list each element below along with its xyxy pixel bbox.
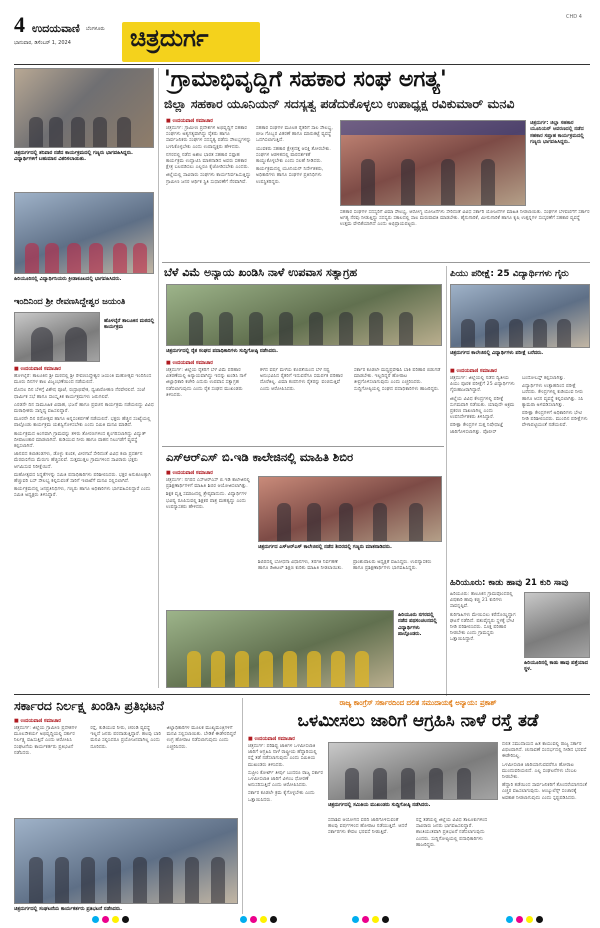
camp-body-2: ಶಿಬಿರದಲ್ಲಿ ಬೋಧನಾ ವಿಧಾನಗಳು, ತರಗತಿ ನಿರ್ವಹಣೆ ಹಾಗೂ ಡಿಜಿಟಲ್ ಶಿಕ್ಷಣ ಕುರಿತು ಮಾಹಿತಿ ನೀಡಲಾಯಿತು. ಪ್ರಾಂಶುಪಾಲರು ಅಧ್ಯಕ್ಷತೆ ವಹಿಸಿದ್ದರು. ಉಪನ್ಯಾಸಕರು ಹಾಗೂ ಪ್ರಶಿಕ್ಷಣಾರ್ಥಿಗಳು ಭಾಗವಹಿಸಿದ್ದರು.: [258, 560, 432, 572]
bottom-left-photo: [14, 818, 238, 904]
exam-photo: [450, 284, 590, 348]
lead-bottom-rule: [162, 262, 590, 263]
exam-tag: ■ ಉದಯವಾಣಿ ಸಮಾಚಾರ: [450, 368, 497, 374]
strike-photo: [166, 284, 442, 346]
page-number: 4: [14, 12, 25, 37]
lead-body-col3: ಸಹಕಾರ ಸಂಘಗಳ ಸದಸ್ಯರಿಗೆ ವಿಮಾ ಸೌಲಭ್ಯ, ಆರೋಗ್ಯ ಯೋಜನೆಗಳು ಸೇರಿದಂತೆ ವಿವಿಧ ಸರ್ಕಾರಿ ಯೋಜನೆಗಳ ಮಾಹಿತಿ ನೀಡಲಾಯಿತು. ಸಂಘಗಳ ಬೆಳವಣಿಗೆಗೆ ಸರ್ಕಾರ ಅಗತ್ಯ ನೆರವು ನೀಡುತ್ತಿದ್ದು ಸದಸ್ಯರು ಸಕಾಲದಲ್ಲಿ ಸಾಲ ಮರುಪಾವತಿ ಮಾಡಬೇಕು. ಹೈನುಗಾರಿಕೆ, ಮೀನುಗಾರಿಕೆ ಹಾಗೂ ಕೃಷಿ ಉತ್ಪನ್ನಗಳ ಸಂಸ್ಕರಣೆಗೆ ಸಹಕಾರ ವ್ಯವಸ್ಥೆ ಉತ್ತಮ ವೇದಿಕೆಯಾಗಿದೆ ಎಂದು ಅಭಿಪ್ರಾಯಪಟ್ಟರು.: [340, 210, 590, 228]
strike-headline: ಬೆಳೆ ವಿಮೆ ಅನ್ಯಾಯ ಖಂಡಿಸಿ ನಾಳೆ ಉಪವಾಸ ಸತ್ಯಾಗ್ರಹ: [164, 266, 358, 279]
left-photo-2: [14, 192, 154, 274]
lead-tag: ■ ಉದಯವಾಣಿ ಸಮಾಚಾರ: [166, 118, 213, 124]
strike-caption: ಚಿತ್ರದುರ್ಗದಲ್ಲಿ ರೈತ ಸಂಘದ ಪದಾಧಿಕಾರಿಗಳು ಸುದ್ದಿಗೋಷ್ಠಿ ನಡೆಸಿದರು.: [166, 348, 279, 354]
bottom-left-body: ಚಿತ್ರದುರ್ಗ: ಜಿಲ್ಲೆಯ ಗ್ರಾಮೀಣ ಪ್ರದೇಶಗಳ ಮೂಲಸೌಕರ್ಯ ಅಭಿವೃದ್ಧಿಯಲ್ಲಿ ಸರ್ಕಾರ ನಿರ್ಲಕ್ಷ್ಯ ವಹಿಸುತ್ತಿದೆ ಎಂದು ಆರೋಪಿಸಿ ಸಂಘಟನೆಯ ಕಾರ್ಯಕರ್ತರು ಪ್ರತಿಭಟನೆ ನಡೆಸಿದರು. ರಸ್ತೆ, ಕುಡಿಯುವ ನೀರು, ಚರಂಡಿ ವ್ಯವಸ್ಥೆ ಇಲ್ಲದೆ ಜನರು ಪರದಾಡುತ್ತಿದ್ದಾರೆ. ಹಲವು ಬಾರಿ ಮನವಿ ಸಲ್ಲಿಸಿದರೂ ಪ್ರಯೋಜನವಾಗಿಲ್ಲ ಎಂದು ದೂರಿದರು. ಜಿಲ್ಲಾಧಿಕಾರಿಗಳ ಮೂಲಕ ಮುಖ್ಯಮಂತ್ರಿಗಳಿಗೆ ಮನವಿ ಸಲ್ಲಿಸಲಾಯಿತು. ಬೇಡಿಕೆ ಈಡೇರದಿದ್ದರೆ ಉಗ್ರ ಹೋರಾಟ ನಡೆಸಲಾಗುವುದು ಎಂದು ಎಚ್ಚರಿಸಿದರು.: [14, 726, 236, 756]
bottom-rule: [14, 694, 590, 695]
snake-caption: ಹಿರಿಯೂರಿನಲ್ಲಿ ಕಾಡು ಹಾವು ಪತ್ತೆಯಾದ ಸ್ಥಳ.: [524, 660, 588, 673]
snake-photo: [524, 592, 590, 658]
tribute-tag: ■ ಉದಯವಾಣಿ ಸಮಾಚಾರ: [14, 366, 61, 372]
masthead-rule: [14, 64, 590, 65]
date-line: ಭಾನುವಾರ, ಡಿಸೆಂಬರ್ 1, 2024: [14, 40, 71, 46]
exam-caption: ಚಿತ್ರದುರ್ಗದ ಕಾಲೇಜಿನಲ್ಲಿ ವಿದ್ಯಾರ್ಥಿಗಳು ಪರೀಕ್ಷೆ ಬರೆದರು.: [450, 350, 544, 356]
left-photo-1-caption: ಚಿತ್ರದುರ್ಗದಲ್ಲಿ ಶನಿವಾರ ನಡೆದ ಕಾರ್ಯಕ್ರಮದಲ್ಲಿ ಗಣ್ಯರು ಭಾಗವಹಿಸಿದ್ದರು. ವಿದ್ಯಾರ್ಥಿಗಳಿಗೆ ಬಹುಮಾನ ವಿತರಿಸಲಾಯಿತು.: [14, 150, 133, 163]
lead-body-col2: ಸಹಕಾರ ಸಂಘಗಳ ಮೂಲಕ ರೈತರಿಗೆ ಸಾಲ ಸೌಲಭ್ಯ, ಬೀಜ ಗೊಬ್ಬರ ವಿತರಣೆ ಹಾಗೂ ಮಾರುಕಟ್ಟೆ ವ್ಯವಸ್ಥೆ ಒದಗಿಸಲಾಗುತ್ತಿದೆ. ಯುವಕರು ಸಹಕಾರ ಕ್ಷೇತ್ರದತ್ತ ಆಸಕ್ತಿ ತೋರಬೇಕು. ಸಂಘಗಳ ಆಡಳಿತದಲ್ಲಿ ಪಾರದರ್ಶಕತೆ ಕಾಯ್ದುಕೊಳ್ಳಬೇಕು ಎಂದು ಸಲಹೆ ನೀಡಿದರು. ಕಾರ್ಯಕ್ರಮದಲ್ಲಿ ಯೂನಿಯನ್ ನಿರ್ದೇಶಕರು, ಅಧಿಕಾರಿಗಳು ಹಾಗೂ ಸಂಘಗಳ ಪ್ರತಿನಿಧಿಗಳು ಉಪಸ್ಥಿತರಿದ್ದರು.: [256, 126, 333, 185]
camp-tag: ■ ಉದಯವಾಣಿ ಸಮಾಚಾರ: [166, 470, 213, 476]
bottom-right-body-2: ಸದಾಶಿವ ಆಯೋಗದ ವರದಿ ಜಾರಿಗೊಳಿಸುವಂತೆ ಹಲವು ವರ್ಷಗಳಿಂದ ಹೋರಾಟ ನಡೆಯುತ್ತಿದೆ. ಆದರೆ ಸರ್ಕಾರಗಳು ಕೇವಲ ಭರವಸೆ ನೀಡುತ್ತಿವೆ. ರಸ್ತೆ ತಡೆಯಲ್ಲಿ ಜಿಲ್ಲೆಯ ವಿವಿಧ ತಾಲೂಕುಗಳಿಂದ ಸಾವಿರಾರು ಜನರು ಭಾಗವಹಿಸಲಿದ್ದಾರೆ. ಶಾಂತಿಯುತವಾಗಿ ಪ್ರತಿಭಟನೆ ನಡೆಸಲಾಗುವುದು ಎಂದರು. ಸುದ್ದಿಗೋಷ್ಠಿಯಲ್ಲಿ ಪದಾಧಿಕಾರಿಗಳು ಹಾಜರಿದ್ದರು.: [328, 818, 488, 848]
left-photo-2-caption: ಹಿರಿಯೂರಿನಲ್ಲಿ ವಿದ್ಯಾರ್ಥಿನಿಯರು ಕ್ರೀಡಾಕೂಟದಲ್ಲಿ ಭಾಗವಹಿಸಿದರು.: [14, 276, 122, 282]
registration-marks: [0, 916, 600, 926]
tribute-caption: ಹೊಳಲ್ಕೆರೆ ತಾಲೂಕಿನ ಮಠದಲ್ಲಿ ಕಾರ್ಯಕ್ರಮ: [104, 318, 155, 331]
camp-caption: ಚಿತ್ರದುರ್ಗದ ಎಸ್‌ಆರ್‌ಎಸ್ ಕಾಲೇಜಿನಲ್ಲಿ ನಡೆದ ಶಿಬಿರದಲ್ಲಿ ಗಣ್ಯರು ಮಾತನಾಡಿದರು.: [258, 544, 392, 550]
camp-body: ಚಿತ್ರದುರ್ಗ: ನಗರದ ಎಸ್‌ಆರ್‌ಎಸ್ ಬಿ.ಇಡಿ ಕಾಲೇಜಿನಲ್ಲಿ ಪ್ರಶಿಕ್ಷಣಾರ್ಥಿಗಳಿಗೆ ಮಾಹಿತಿ ಶಿಬಿರ ಆಯೋಜಿಸಲಾಗಿತ್ತು. ಶಿಕ್ಷಕ ವೃತ್ತಿ ಸಮಾಜದಲ್ಲಿ ಶ್ರೇಷ್ಠವಾದುದು. ವಿದ್ಯಾರ್ಥಿಗಳ ಭವಿಷ್ಯ ರೂಪಿಸುವಲ್ಲಿ ಶಿಕ್ಷಕರ ಪಾತ್ರ ಮಹತ್ವದ್ದು ಎಂದು ಉಪನ್ಯಾಸಕರು ಹೇಳಿದರು.: [166, 478, 251, 510]
parade-photo: [166, 610, 394, 688]
page-code: CHD 4: [566, 14, 582, 20]
left-photo-1: [14, 68, 154, 148]
lead-photo: [340, 120, 526, 206]
bottom-column-rule: [242, 698, 243, 914]
snake-body: ಹಿರಿಯೂರು: ತಾಲೂಕಿನ ಗ್ರಾಮವೊಂದರಲ್ಲಿ ವಿಷಕಾರಿ ಹಾವು ಕಚ್ಚಿ 21 ಕುರಿಗಳು ಸಾವನ್ನಪ್ಪಿವೆ. ಕುರಿಗಾಹಿಗಳು ಮೇಯಿಸಲು ಕರೆದೊಯ್ದಿದ್ದಾಗ ಘಟನೆ ನಡೆದಿದೆ. ಪಶುವೈದ್ಯರು ಸ್ಥಳಕ್ಕೆ ಭೇಟಿ ನೀಡಿ ಪರಿಶೀಲಿಸಿದರು. ಸೂಕ್ತ ಪರಿಹಾರ ನೀಡಬೇಕು ಎಂದು ಗ್ರಾಮಸ್ಥರು ಒತ್ತಾಯಿಸಿದ್ದಾರೆ.: [450, 592, 516, 643]
bottom-right-body-3: ದಲಿತ ಸಮುದಾಯದ ಹಿತ ಕಾಯುವಲ್ಲಿ ರಾಜ್ಯ ಸರ್ಕಾರ ವಿಫಲವಾಗಿದೆ. ಚುನಾವಣೆ ಸಂದರ್ಭದಲ್ಲಿ ನೀಡಿದ ಭರವಸೆ ಈಡೇರಿಸಿಲ್ಲ. ಒಳಮೀಸಲಾತಿ ಜಾರಿಯಾಗುವವರೆಗೂ ಹೋರಾಟ ಮುಂದುವರಿಯಲಿದೆ. ಎಲ್ಲ ಸಂಘಟನೆಗಳು ಬೆಂಬಲ ನೀಡಬೇಕು. ಹೆದ್ದಾರಿ ತಡೆಯಿಂದ ಸಾರ್ವಜನಿಕರಿಗೆ ತೊಂದರೆಯಾಗದಂತೆ ಎಚ್ಚರ ವಹಿಸಲಾಗುವುದು. ಆಂಬ್ಯುಲೆನ್ಸ್ ಸಂಚಾರಕ್ಕೆ ಅವಕಾಶ ನೀಡಲಾಗುವುದು ಎಂದು ಸ್ಪಷ್ಟಪಡಿಸಿದರು.: [502, 742, 588, 801]
exam-body: ಚಿತ್ರದುರ್ಗ: ಜಿಲ್ಲೆಯಲ್ಲಿ ನಡೆದ ದ್ವಿತೀಯ ಪಿಯು ಪೂರಕ ಪರೀಕ್ಷೆಗೆ 25 ವಿದ್ಯಾರ್ಥಿಗಳು ಗೈರುಹಾಜರಾಗಿದ್ದಾರೆ. ಜಿಲ್ಲೆಯ ವಿವಿಧ ಕೇಂದ್ರಗಳಲ್ಲಿ ಪರೀಕ್ಷೆ ಸುಗಮವಾಗಿ ನಡೆಯಿತು. ಯಾವುದೇ ಅಕ್ರಮ ಪ್ರಕರಣ ದಾಖಲಾಗಿಲ್ಲ ಎಂದು ಉಪನಿರ್ದೇಶಕರು ತಿಳಿಸಿದ್ದಾರೆ. ಪರೀಕ್ಷಾ ಕೇಂದ್ರಗಳ ಸುತ್ತ ನಿಷೇಧಾಜ್ಞೆ ಜಾರಿಗೊಳಿಸಲಾಗಿತ್ತು. ಪೊಲೀಸ್ ಬಂದೋಬಸ್ತ್ ಕಲ್ಪಿಸಲಾಗಿತ್ತು. ವಿದ್ಯಾರ್ಥಿಗಳು ಉತ್ಸಾಹದಿಂದ ಪರೀಕ್ಷೆ ಬರೆದರು. ಕೇಂದ್ರಗಳಲ್ಲಿ ಕುಡಿಯುವ ನೀರು ಹಾಗೂ ಆಸನ ವ್ಯವಸ್ಥೆ ಕಲ್ಪಿಸಲಾಗಿತ್ತು. ಸಿಸಿ ಕ್ಯಾಮರಾ ಅಳವಡಿಸಲಾಗಿತ್ತು. ಪರೀಕ್ಷಾ ಕೇಂದ್ರಗಳಿಗೆ ಅಧಿಕಾರಿಗಳು ಭೇಟಿ ನೀಡಿ ಪರಿಶೀಲಿಸಿದರು. ಮುಂದಿನ ಪರೀಕ್ಷೆಗಳು ವೇಳಾಪಟ್ಟಿಯಂತೆ ನಡೆಯಲಿವೆ.: [450, 376, 588, 435]
snake-headline: ಹಿರಿಯೂರು: ಕಾಡು ಹಾವು 21 ಕುರಿ ಸಾವು: [450, 578, 569, 588]
bottom-right-headline: ಒಳಮೀಸಲು ಜಾರಿಗೆ ಆಗ್ರಹಿಸಿ ನಾಳೆ ರಸ್ತೆ ತಡೆ: [297, 711, 539, 731]
bottom-right-tag: ■ ಉದಯವಾಣಿ ಸಮಾಚಾರ: [248, 736, 295, 742]
bottom-left-tag: ■ ಉದಯವಾಣಿ ಸಮಾಚಾರ: [14, 718, 61, 724]
lead-pull-quote: ಚಿತ್ರದುರ್ಗ: ಜಿಲ್ಲಾ ಸಹಕಾರ ಯೂನಿಯನ್ ಆವರಣದಲ್ಲಿ ನಡೆದ ಸಹಕಾರ ಸಪ್ತಾಹ ಕಾರ್ಯಕ್ರಮದಲ್ಲಿ ಗಣ್ಯರು ಭಾಗವಹಿಸಿದ್ದರು.: [530, 120, 584, 146]
right-column-rule: [446, 266, 447, 696]
strike-body: ಚಿತ್ರದುರ್ಗ: ಜಿಲ್ಲೆಯ ರೈತರಿಗೆ ಬೆಳೆ ವಿಮೆ ಪರಿಹಾರ ವಿತರಣೆಯಲ್ಲಿ ಅನ್ಯಾಯವಾಗಿದ್ದು ಇದನ್ನು ಖಂಡಿಸಿ ನಾಳೆ ಜಿಲ್ಲಾಧಿಕಾರಿ ಕಚೇರಿ ಎದುರು ಉಪವಾಸ ಸತ್ಯಾಗ್ರಹ ನಡೆಸಲಾಗುವುದು ಎಂದು ರೈತ ಸಂಘದ ಮುಖಂಡರು ತಿಳಿಸಿದರು. ಕಳೆದ ವರ್ಷ ಮಳೆಯ ಕೊರತೆಯಿಂದ ಬೆಳೆ ನಷ್ಟ ಅನುಭವಿಸಿದ ರೈತರಿಗೆ ಇದುವರೆಗೂ ಸಮರ್ಪಕ ಪರಿಹಾರ ದೊರೆತಿಲ್ಲ. ವಿಮಾ ಕಂಪನಿಗಳು ರೈತರನ್ನು ವಂಚಿಸುತ್ತಿವೆ ಎಂದು ಆರೋಪಿಸಿದರು. ಸರ್ಕಾರ ಕೂಡಲೇ ಮಧ್ಯಪ್ರವೇಶಿಸಿ ಬಾಕಿ ಪರಿಹಾರ ಬಿಡುಗಡೆ ಮಾಡಬೇಕು. ಇಲ್ಲದಿದ್ದರೆ ಹೋರಾಟ ತೀವ್ರಗೊಳಿಸಲಾಗುವುದು ಎಂದು ಎಚ್ಚರಿಸಿದರು. ಸುದ್ದಿಗೋಷ್ಠಿಯಲ್ಲಿ ಸಂಘದ ಪದಾಧಿಕಾರಿಗಳು ಹಾಜರಿದ್ದರು.: [166, 368, 441, 398]
column-rule: [158, 68, 159, 688]
parade-caption: ಹಿರಿಯೂರು ನಗರದಲ್ಲಿ ನಡೆದ ಪಥಸಂಚಲನದಲ್ಲಿ ವಿದ್ಯಾರ್ಥಿಗಳು ಪಾಲ್ಗೊಂಡರು.: [398, 612, 437, 638]
bottom-left-headline: ಸರ್ಕಾರದ ನಿರ್ಲಕ್ಷ್ಯ ಖಂಡಿಸಿ ಪ್ರತಿಭಟನೆ: [14, 698, 164, 713]
camp-top-rule: [162, 446, 444, 447]
lead-subhead: ಜಿಲ್ಲಾ ಸಹಕಾರ ಯೂನಿಯನ್ ಸದಸ್ಯತ್ವ ಪಡೆದುಕೊಳ್ಳಲು ಉಪಾಧ್ಯಕ್ಷ ರವಿಕುಮಾರ್ ಮನವಿ: [164, 96, 515, 111]
masthead: [14, 14, 590, 64]
exam-headline: ಪಿಯು ಪರೀಕ್ಷೆ: 25 ವಿದ್ಯಾರ್ಥಿಗಳು ಗೈರು: [450, 269, 569, 279]
bottom-right-photo: [328, 742, 498, 800]
paper-name: ಉದಯವಾಣಿ: [32, 22, 80, 35]
tribute-body: ಹೊಳಲ್ಕೆರೆ: ತಾಲೂಕಿನ ಶ್ರೀ ಮಠದಲ್ಲಿ ಶ್ರೀ ರೇವಣಸಿದ್ದೇಶ್ವರ ಜಯಂತಿ ಮಹೋತ್ಸವ ಇಂದಿನಿಂದ ಮೂರು ದಿನಗಳ ಕಾಲ ವಿಜೃಂಭಣೆಯಿಂದ ನಡೆಯಲಿದೆ. ಮೊದಲ ದಿನ ಬೆಳಿಗ್ಗೆ ವಿಶೇಷ ಪೂಜೆ, ರುದ್ರಾಭಿಷೇಕ, ಧ್ವಜಾರೋಹಣ ನೆರವೇರಲಿದೆ. ಸಂಜೆ ಧಾರ್ಮಿಕ ಸಭೆ ಹಾಗೂ ಸಾಂಸ್ಕೃತಿಕ ಕಾರ್ಯಕ್ರಮಗಳು ಜರುಗಲಿವೆ. ಎರಡನೇ ದಿನ ಸಾಮೂಹಿಕ ವಿವಾಹ, ಭಜನೆ ಹಾಗೂ ಪ್ರವಚನ ಕಾರ್ಯಕ್ರಮ ನಡೆಯಲಿದ್ದು ವಿವಿಧ ಮಠಾಧೀಶರು ಸಾನ್ನಿಧ್ಯ ವಹಿಸಲಿದ್ದಾರೆ. ಮೂರನೇ ದಿನ ರಥೋತ್ಸವ ಹಾಗೂ ಅನ್ನಸಂತರ್ಪಣೆ ನಡೆಯಲಿದೆ. ಭಕ್ತರು ಹೆಚ್ಚಿನ ಸಂಖ್ಯೆಯಲ್ಲಿ ಪಾಲ್ಗೊಂಡು ಕಾರ್ಯಕ್ರಮ ಯಶಸ್ವಿಗೊಳಿಸಬೇಕು ಎಂದು ಸಮಿತಿ ಮನವಿ ಮಾಡಿದೆ. ಕಾರ್ಯಕ್ರಮದ ಅಂಗವಾಗಿ ಗ್ರಾಮವನ್ನು ತಳಿರು ತೋರಣಗಳಿಂದ ಶೃಂಗರಿಸಲಾಗಿದ್ದು ವಿದ್ಯುತ್ ದೀಪಾಲಂಕಾರ ಮಾಡಲಾಗಿದೆ. ಕುಡಿಯುವ ನೀರು ಹಾಗೂ ವಾಹನ ನಿಲುಗಡೆಗೆ ವ್ಯವಸ್ಥೆ ಕಲ್ಪಿಸಲಾಗಿದೆ. ಜಾನಪದ ಕಲಾತಂಡಗಳು, ಡೊಳ್ಳು ಕುಣಿತ, ವೀರಗಾಸೆ ಸೇರಿದಂತೆ ವಿವಿಧ ಕಲಾ ಪ್ರದರ್ಶನ ಮೆರವಣಿಗೆಯ ಮೆರುಗು ಹೆಚ್ಚಿಸಲಿವೆ. ಸುತ್ತಮುತ್ತಲ ಗ್ರಾಮಗಳಿಂದ ಸಾವಿರಾರು ಭಕ್ತರು ಆಗಮಿಸುವ ನಿರೀಕ್ಷೆಯಿದೆ. ಮಹೋತ್ಸವದ ಸಿದ್ಧತೆಗಳನ್ನು ಸಮಿತಿ ಪದಾಧಿಕಾರಿಗಳು ಪರಿಶೀಲಿಸಿದರು. ಭಕ್ತರ ಅನುಕೂಲಕ್ಕಾಗಿ ಹೆಚ್ಚುವರಿ ಬಸ್ ಸೌಲಭ್ಯ ಕಲ್ಪಿಸುವಂತೆ ಸಾರಿಗೆ ಇಲಾಖೆಗೆ ಮನವಿ ಸಲ್ಲಿಸಲಾಗಿದೆ. ಕಾರ್ಯಕ್ರಮದಲ್ಲಿ ಜನಪ್ರತಿನಿಧಿಗಳು, ಗಣ್ಯರು ಹಾಗೂ ಅಧಿಕಾರಿಗಳು ಭಾಗವಹಿಸಲಿದ್ದಾರೆ ಎಂದು ಸಮಿತಿ ಅಧ್ಯಕ್ಷರು ತಿಳಿಸಿದ್ದಾರೆ.: [14, 374, 154, 499]
section-title: ಚಿತ್ರದುರ್ಗ: [130, 24, 209, 52]
kicker-strip: ರಾಜ್ಯ ಕಾಂಗ್ರೆಸ್ ಸರ್ಕಾರದಿಂದ ದಲಿತ ಸಮುದಾಯಕ್ಕೆ ಅನ್ಯಾಯ: ಪ್ರಕಾಶ್: [339, 699, 497, 707]
lead-body-col1: ಚಿತ್ರದುರ್ಗ: ಗ್ರಾಮೀಣ ಪ್ರದೇಶಗಳ ಅಭಿವೃದ್ಧಿಗೆ ಸಹಕಾರ ಸಂಘಗಳು ಅತ್ಯಗತ್ಯವಾಗಿದ್ದು ರೈತರು ಹಾಗೂ ಸಾರ್ವಜನಿಕರು ಸಂಘಗಳ ಸದಸ್ಯತ್ವ ಪಡೆದು ಸೌಲಭ್ಯಗಳನ್ನು ಬಳಸಿಕೊಳ್ಳಬೇಕು ಎಂದು ಉಪಾಧ್ಯಕ್ಷರು ಹೇಳಿದರು. ನಗರದಲ್ಲಿ ನಡೆದ ಅಖಿಲ ಭಾರತ ಸಹಕಾರ ಸಪ್ತಾಹ ಕಾರ್ಯಕ್ರಮ ಉದ್ಘಾಟಿಸಿ ಮಾತನಾಡಿದ ಅವರು ಸಹಕಾರ ಕ್ಷೇತ್ರ ಬಲಪಡಿಸಲು ಎಲ್ಲರೂ ಕೈಜೋಡಿಸಬೇಕು ಎಂದರು. ಜಿಲ್ಲೆಯಲ್ಲಿ ಸಾವಿರಾರು ಸಂಘಗಳು ಕಾರ್ಯನಿರ್ವಹಿಸುತ್ತಿದ್ದು ಗ್ರಾಮೀಣ ಜನರ ಆರ್ಥಿಕ ಸ್ಥಿತಿ ಸುಧಾರಣೆಗೆ ನೆರವಾಗಿವೆ.: [166, 126, 252, 185]
bottom-left-caption: ಚಿತ್ರದುರ್ಗದಲ್ಲಿ ಸಂಘಟನೆಯ ಕಾರ್ಯಕರ್ತರು ಪ್ರತಿಭಟನೆ ನಡೆಸಿದರು.: [14, 906, 122, 912]
tribute-headline: ಇಂದಿನಿಂದ ಶ್ರೀ ರೇವಣಸಿದ್ದೇಶ್ವರ ಜಯಂತಿ: [14, 297, 126, 307]
camp-headline: ಎಸ್‌ಆರ್‌ಎಸ್ ಬಿ.ಇಡಿ ಕಾಲೇಜಿನಲ್ಲಿ ಮಾಹಿತಿ ಶಿಬಿರ: [166, 450, 354, 464]
bottom-right-body-1: ಚಿತ್ರದುರ್ಗ: ಪರಿಶಿಷ್ಟ ಜಾತಿಗಳ ಒಳಮೀಸಲಾತಿ ಜಾರಿಗೆ ಆಗ್ರಹಿಸಿ ನಾಳೆ ರಾಷ್ಟ್ರೀಯ ಹೆದ್ದಾರಿಯಲ್ಲಿ ರಸ್ತೆ ತಡೆ ನಡೆಸಲಾಗುವುದು ಎಂದು ಸಮಿತಿಯ ಮುಖಂಡರು ತಿಳಿಸಿದರು. ಸುಪ್ರೀಂ ಕೋರ್ಟ್ ತೀರ್ಪು ಬಂದರೂ ರಾಜ್ಯ ಸರ್ಕಾರ ಒಳಮೀಸಲಾತಿ ಜಾರಿಗೆ ವಿಳಂಬ ಧೋರಣೆ ಅನುಸರಿಸುತ್ತಿದೆ ಎಂದು ಆರೋಪಿಸಿದರು. ಸರ್ಕಾರ ಕೂಡಲೇ ಕ್ರಮ ಕೈಗೊಳ್ಳಬೇಕು ಎಂದು ಒತ್ತಾಯಿಸಿದರು.: [248, 744, 324, 803]
bottom-right-caption: ಚಿತ್ರದುರ್ಗದಲ್ಲಿ ಸಮಿತಿಯ ಮುಖಂಡರು ಸುದ್ದಿಗೋಷ್ಠಿ ನಡೆಸಿದರು.: [328, 802, 431, 808]
strike-tag: ■ ಉದಯವಾಣಿ ಸಮಾಚಾರ: [166, 360, 213, 366]
tribute-photo: [14, 312, 100, 362]
camp-photo: [258, 476, 442, 542]
city-label: ಬೆಂಗಳೂರು: [86, 26, 105, 32]
lead-headline: 'ಗ್ರಾಮಾಭಿವೃದ್ಧಿಗೆ ಸಹಕಾರ ಸಂಘ ಅಗತ್ಯ': [164, 67, 447, 92]
